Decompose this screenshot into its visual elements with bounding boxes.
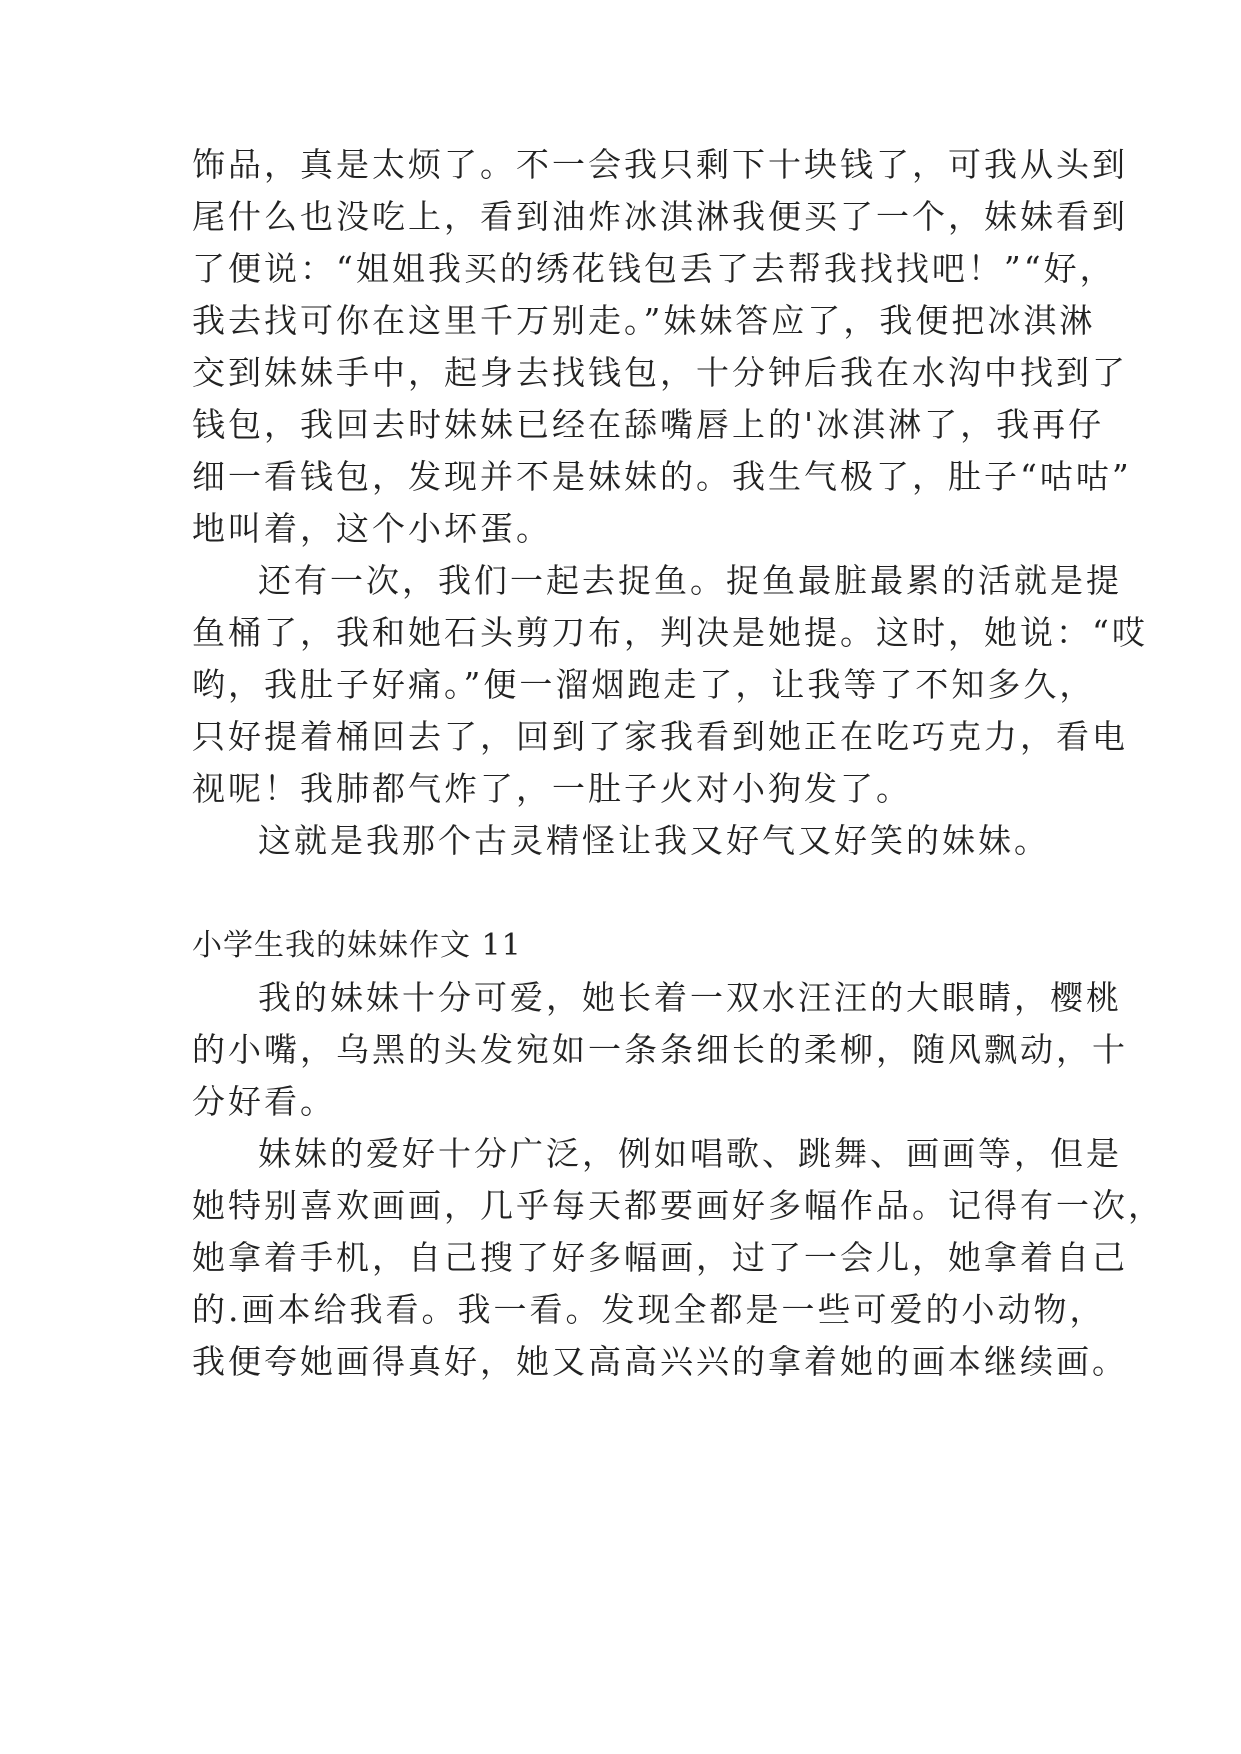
text-line: 我便夸她画得真好，她又高高兴兴的拿着她的画本继续画。 xyxy=(192,1342,1128,1381)
text-line: 的小嘴，乌黑的头发宛如一条条细长的柔柳，随风飘动，十 xyxy=(192,1030,1128,1069)
text-line: 她特别喜欢画画，几乎每天都要画好多幅作品。记得有一次， xyxy=(192,1186,1164,1225)
text-line: 她拿着手机，自己搜了好多幅画，过了一会儿，她拿着自己 xyxy=(192,1238,1128,1277)
text-line: 尾什么也没吃上，看到油炸冰淇淋我便买了一个，妹妹看到 xyxy=(192,197,1128,236)
text-line: 只好提着桶回去了，回到了家我看到她正在吃巧克力，看电 xyxy=(192,717,1128,756)
text-line: 饰品，真是太烦了。不一会我只剩下十块钱了，可我从头到 xyxy=(192,145,1128,184)
text-line: 的.画本给我看。我一看。发现全都是一些可爱的小动物， xyxy=(192,1290,1106,1329)
text-line: 交到妹妹手中，起身去找钱包，十分钟后我在水沟中找到了 xyxy=(192,353,1128,392)
text-line: 钱包，我回去时妹妹已经在舔嘴唇上的'冰淇淋了，我再仔 xyxy=(192,405,1105,444)
text-line: 我去找可你在这里千万别走。”妹妹答应了，我便把冰淇淋 xyxy=(192,301,1096,340)
text-line: 了便说：“姐姐我买的绣花钱包丢了去帮我找找吧！”“好， xyxy=(192,249,1116,288)
paragraph-first-line: 我的妹妹十分可爱，她长着一双水汪汪的大眼睛，樱桃 xyxy=(258,978,1122,1017)
text-line: 地叫着，这个小坏蛋。 xyxy=(192,509,552,548)
text-line: 哟，我肚子好痛。”便一溜烟跑走了，让我等了不知多久， xyxy=(192,665,1096,704)
paragraph-first-line: 还有一次，我们一起去捉鱼。捉鱼最脏最累的活就是提 xyxy=(258,561,1122,600)
text-line: 细一看钱包，发现并不是妹妹的。我生气极了，肚子“咕咕” xyxy=(192,457,1132,496)
text-line: 视呢！我肺都气炸了，一肚子火对小狗发了。 xyxy=(192,769,912,808)
text-line: 分好看。 xyxy=(192,1082,336,1121)
section-heading: 小学生我的妹妹作文 11 xyxy=(192,928,522,963)
text-line: 鱼桶了，我和她石头剪刀布，判决是她提。这时，她说：“哎 xyxy=(192,613,1148,652)
paragraph-first-line: 妹妹的爱好十分广泛，例如唱歌、跳舞、画画等，但是 xyxy=(258,1134,1122,1173)
paragraph-first-line: 这就是我那个古灵精怪让我又好气又好笑的妹妹。 xyxy=(258,821,1050,860)
